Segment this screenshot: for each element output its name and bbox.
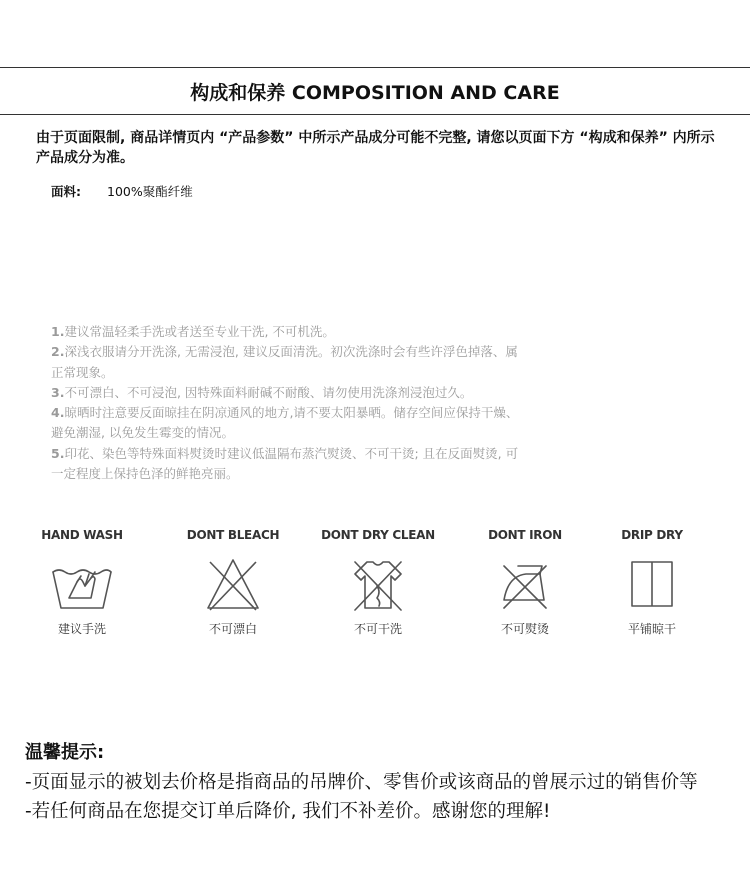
drip-dry-icon xyxy=(617,556,687,616)
icon-label: 不可干洗 xyxy=(353,622,402,636)
fabric-label: 面料: xyxy=(51,184,81,199)
icon-title: HAND WASH xyxy=(41,528,123,542)
care-icon-hand-wash xyxy=(17,528,147,637)
care-icon-dont-dry-clean xyxy=(313,528,443,637)
section-title: 构成和保养 COMPOSITION AND CARE xyxy=(190,82,560,104)
fabric-value: 100%聚酯纤维 xyxy=(107,184,193,199)
care-icon-dont-bleach xyxy=(168,528,298,637)
no-bleach-icon xyxy=(198,556,268,616)
icon-title: DONT BLEACH xyxy=(186,528,280,542)
no-iron-icon xyxy=(490,556,560,616)
fabric-row xyxy=(51,182,193,200)
hand-wash-icon xyxy=(47,556,117,616)
icon-label: 不可熨烫 xyxy=(500,622,549,636)
icon-title: DRIP DRY xyxy=(621,528,683,542)
tips-title: 温馨提示: xyxy=(25,742,105,763)
care-item: 3.不可漂白、不可浸泡, 因特殊面料耐碱不耐酸、请勿使用洗涤剂浸泡过久。 xyxy=(51,384,473,400)
care-instructions xyxy=(51,322,521,484)
care-icon-drip-dry xyxy=(587,528,717,637)
icon-label: 建议手洗 xyxy=(57,622,106,636)
care-item: 1.建议常温轻柔手洗或者送至专业干洗, 不可机洗。 xyxy=(51,324,335,339)
icon-title: DONT IRON xyxy=(488,528,562,542)
title-divider xyxy=(0,114,750,115)
care-item: 2.深浅衣服请分开洗涤, 无需浸泡, 建议反面清洗。初次洗涤时会有些许浮色掉落、属正常现象。 xyxy=(51,344,518,380)
top-divider xyxy=(0,67,750,68)
icon-title: DONT DRY CLEAN xyxy=(321,528,435,542)
icon-label: 平铺晾干 xyxy=(627,622,676,636)
tip-line: -页面显示的被划去价格是指商品的吊牌价、零售价或该商品的曾展示过的销售价等 xyxy=(25,772,698,793)
care-icon-dont-iron xyxy=(460,528,590,637)
care-item: 5.印花、染色等特殊面料熨烫时建议低温隔布蒸汽熨烫、不可干烫; 且在反面熨烫, 可一定程度上保持色泽的鲜艳亮丽。 xyxy=(51,445,519,482)
composition-notice: 由于页面限制, 商品详情页内 “产品参数” 中所示产品成分可能不完整, 请您以页面下方 “构成和保养” 内所示产品成分为准。 xyxy=(36,130,715,166)
icon-label: 不可漂白 xyxy=(208,622,257,636)
no-dry-clean-icon xyxy=(343,556,413,616)
care-item: 4.晾晒时注意要反面晾挂在阴凉通风的地方,请不要太阳暴晒。储存空间应保持干燥、避免潮湿, 以免发生霉变的情况。 xyxy=(51,405,519,441)
tip-line: -若任何商品在您提交订单后降价, 我们不补差价。感谢您的理解! xyxy=(25,801,551,822)
